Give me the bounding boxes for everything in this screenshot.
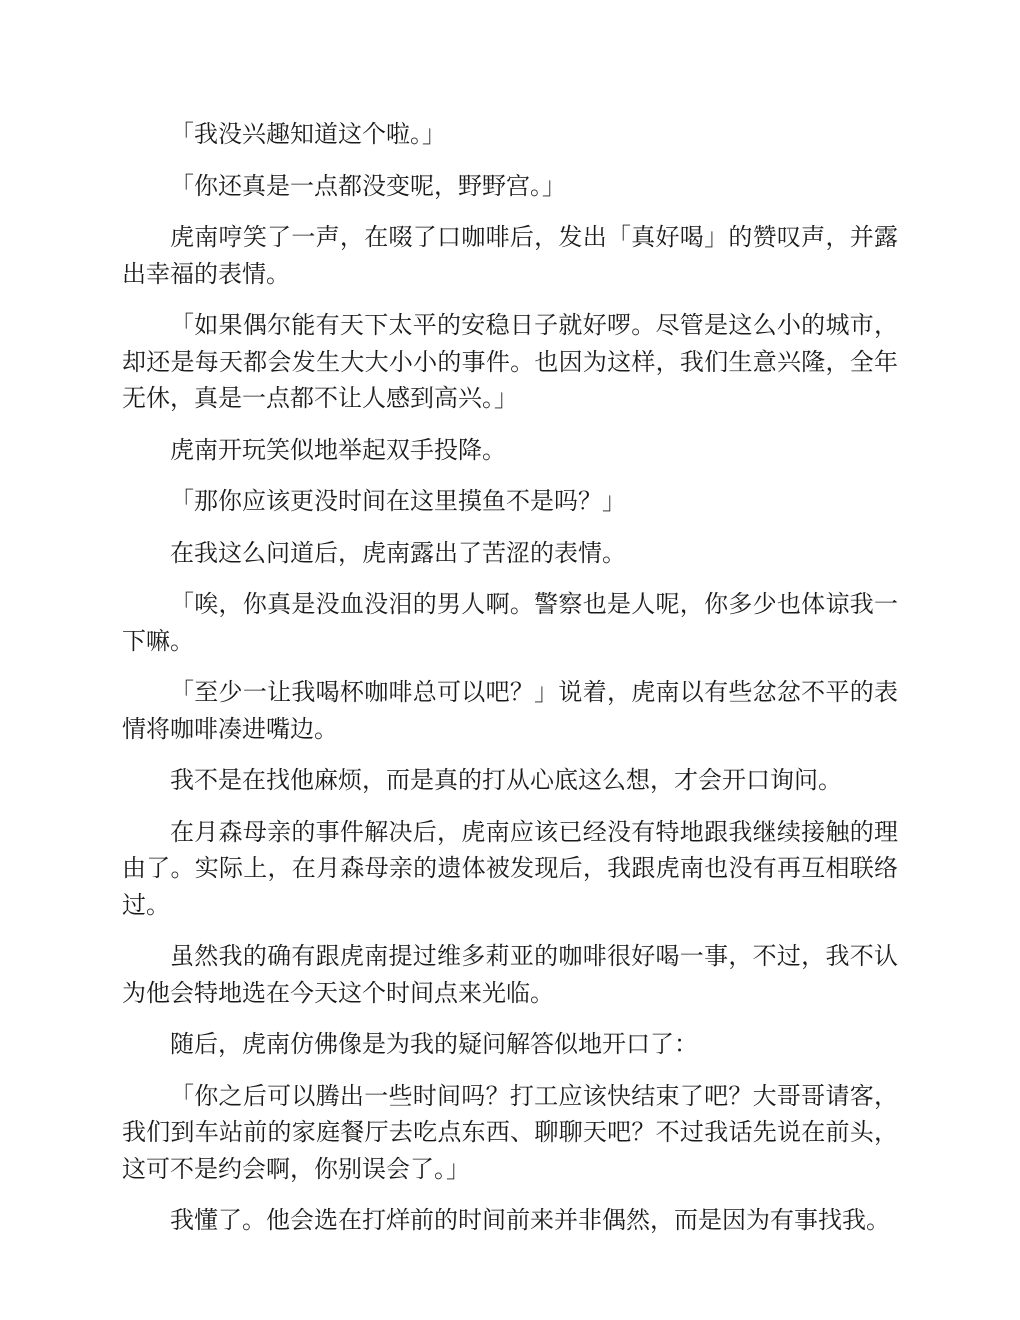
paragraph-15: 我懂了。他会选在打烊前的时间前来并非偶然，而是因为有事找我。 (170, 1206, 890, 1234)
paragraph-11: 在月森母亲的事件解决后，虎南应该已经没有特地跟我继续接触的理由了。实际上，在月森母亲的遗体被发现后，我跟虎南也没有再互相联络过。 (122, 817, 898, 919)
paragraph-12: 虽然我的确有跟虎南提过维多莉亚的咖啡很好喝一事，不过，我不认为他会特地选在今天这个时间点来光临。 (122, 942, 898, 1007)
paragraph-14: 「你之后可以腾出一些时间吗？打工应该快结束了吧？大哥哥请客，我们到车站前的家庭餐厅去吃点东西、聊聊天吧？不过我话先说在前头，这可不是约会啊，你别误会了。」 (122, 1081, 898, 1183)
paragraph-2: 「你还真是一点都没变呢，野野宫。」 (170, 171, 566, 200)
paragraph-4: 「如果偶尔能有天下太平的安稳日子就好啰。尽管是这么小的城市，却还是每天都会发生大大小小的事件。也因为这样，我们生意兴隆，全年无休，真是一点都不让人感到高兴。」 (122, 311, 898, 412)
paragraph-1: 「我没兴趣知道这个啦。」 (170, 120, 446, 148)
paragraph-13: 随后，虎南仿佛像是为我的疑问解答似地开口了： (170, 1030, 698, 1058)
document-page (122, 116, 898, 1254)
paragraph-5: 虎南开玩笑似地举起双手投降。 (170, 435, 506, 464)
paragraph-7: 在我这么问道后，虎南露出了苦涩的表情。 (170, 538, 626, 567)
paragraph-10: 我不是在找他麻烦，而是真的打从心底这么想，才会开口询问。 (170, 766, 842, 794)
paragraph-8: 「唉，你真是没血没泪的男人啊。警察也是人呢，你多少也体谅我一下嘛。 (122, 590, 898, 655)
paragraph-3: 虎南哼笑了一声，在啜了口咖啡后，发出「真好喝」的赞叹声，并露出幸福的表情。 (122, 223, 898, 288)
paragraph-9: 「至少一让我喝杯咖啡总可以吧？」说着，虎南以有些忿忿不平的表情将咖啡凑进嘴边。 (122, 678, 898, 743)
paragraph-6: 「那你应该更没时间在这里摸鱼不是吗？」 (170, 487, 626, 515)
